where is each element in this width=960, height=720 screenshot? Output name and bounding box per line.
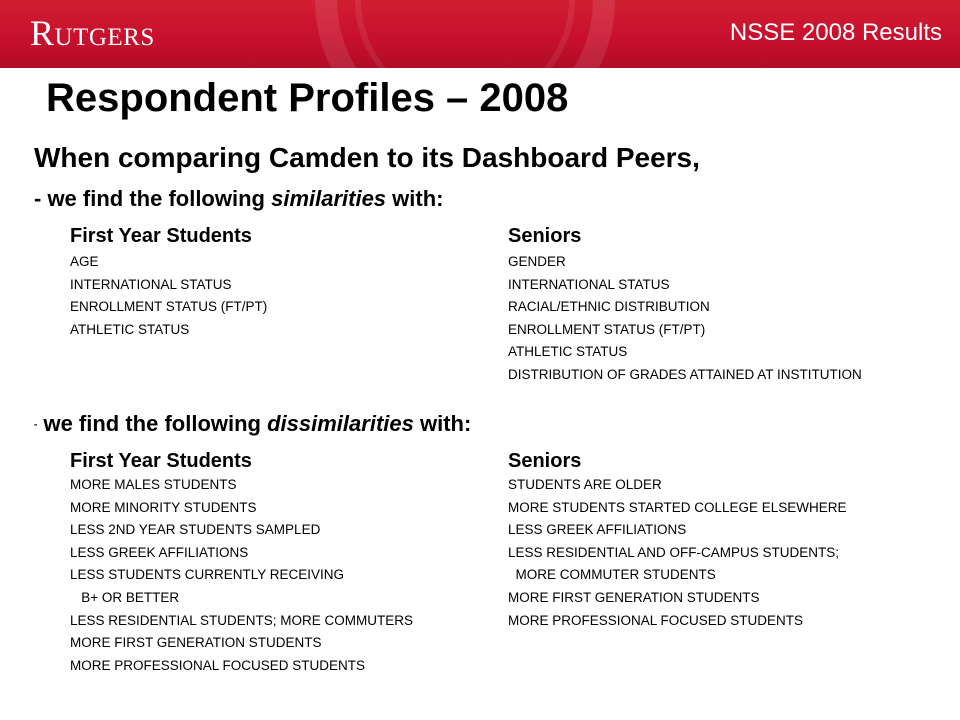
list-item: MORE FIRST GENERATION STUDENTS [70,635,322,651]
list-item: INTERNATIONAL STATUS [70,276,232,292]
list-item: B+ OR BETTER [70,589,180,605]
dissimilarities-suffix: with: [413,411,472,436]
list-item: DISTRIBUTION OF GRADES ATTAINED AT INSTITUTION [508,366,862,382]
similarities-prefix: - we find the following [34,186,272,211]
list-item: LESS STUDENTS CURRENTLY RECEIVING [70,567,345,583]
similarities-heading [34,186,443,212]
dissimilarities-seniors-heading: Seniors [508,450,582,472]
list-item: ENROLLMENT STATUS (FT/PT) [508,321,706,337]
list-item: MORE PROFESSIONAL FOCUSED STUDENTS [508,612,804,628]
lead-sentence: When comparing Camden to its Dashboard Peers, [34,142,700,173]
list-item: MORE MALES STUDENTS [70,477,237,492]
dissimilarities-first-year-list [70,474,413,677]
list-item: ENROLLMENT STATUS (FT/PT) [70,299,268,315]
list-item: ATHLETIC STATUS [70,321,190,337]
slide-title: Respondent Profiles – 2008 [46,76,569,120]
header-title: NSSE 2008 Results [729,19,942,46]
dissimilarities-seniors-list [508,474,847,632]
list-item: LESS GREEK AFFILIATIONS [508,522,687,538]
seal-watermark-inner [355,0,575,68]
list-item: MORE STUDENTS STARTED COLLEGE ELSEWHERE [508,499,847,515]
list-item: LESS GREEK AFFILIATIONS [70,544,249,560]
list-item: LESS RESIDENTIAL AND OFF-CAMPUS STUDENTS; [508,544,840,560]
header-band [0,0,960,68]
dissimilarities-prefix: we find the following [37,411,268,436]
dissimilarities-dash: - [34,419,38,431]
similarities-seniors-list [508,251,862,387]
list-item: MORE FIRST GENERATION STUDENTS [508,589,760,605]
list-item: GENDER [508,254,566,269]
list-item: ATHLETIC STATUS [508,344,628,360]
similarities-seniors-heading: Seniors [508,225,582,247]
list-item: LESS RESIDENTIAL STUDENTS; MORE COMMUTERS [70,612,414,628]
list-item: MORE PROFESSIONAL FOCUSED STUDENTS [70,657,366,673]
list-item: STUDENTS ARE OLDER [508,477,662,492]
rutgers-logo: Rutgers [30,13,155,53]
similarities-emphasis: similarities [271,186,387,211]
dissimilarities-emphasis: dissimilarities [267,411,414,436]
list-item: MORE COMMUTER STUDENTS [508,567,716,583]
dissimilarities-heading [34,411,471,437]
list-item: MORE MINORITY STUDENTS [70,499,257,515]
similarities-suffix: with: [386,186,444,211]
list-item: LESS 2ND YEAR STUDENTS SAMPLED [70,522,321,538]
dissimilarities-first-year-heading: First Year Students [70,450,252,472]
similarities-first-year-list [70,251,267,341]
list-item: RACIAL/ETHNIC DISTRIBUTION [508,299,710,315]
similarities-first-year-heading: First Year Students [70,225,252,247]
list-item: AGE [70,254,99,269]
list-item: INTERNATIONAL STATUS [508,276,670,292]
